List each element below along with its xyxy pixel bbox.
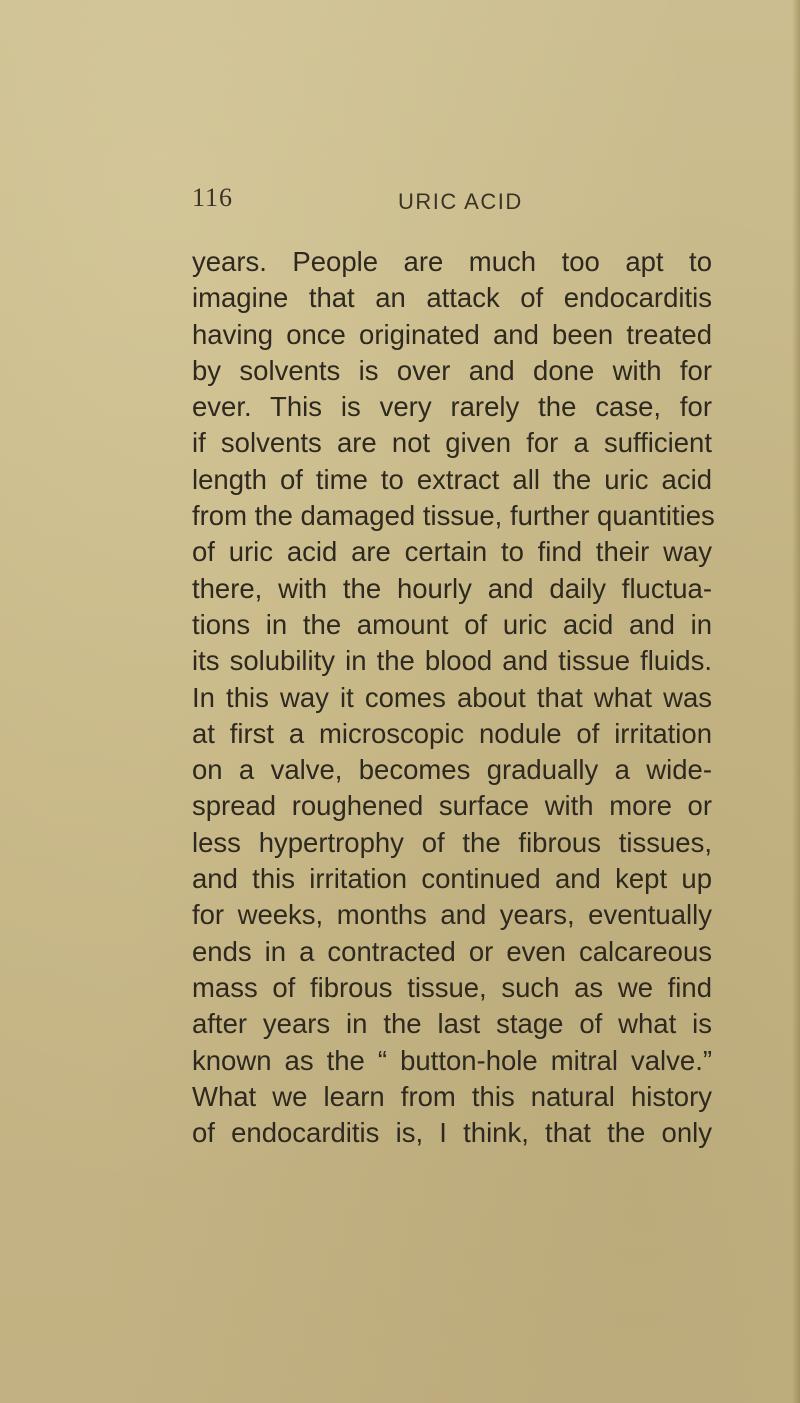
text-line: What we learn from this natural history <box>192 1080 712 1112</box>
running-head: URIC ACID <box>398 189 523 214</box>
text-line: less hypertrophy of the fibrous tissues, <box>192 826 712 858</box>
page-header <box>0 183 800 223</box>
text-line: for weeks, months and years, eventually <box>192 899 712 931</box>
text-line: tions in the amount of uric acid and in <box>192 608 712 640</box>
page-number: 116 <box>192 183 234 212</box>
text-line: and this irritation continued and kept up <box>192 863 712 895</box>
text-line: known as the “ button-hole mitral valve.” <box>192 1044 712 1076</box>
body-paragraph <box>192 244 715 1151</box>
text-line: imagine that an attack of endocarditis <box>192 282 712 314</box>
text-line: if solvents are not given for a sufficient <box>192 427 712 459</box>
text-line: length of time to extract all the uric acid <box>192 463 712 495</box>
text-line: ever. This is very rarely the case, for <box>192 391 712 423</box>
text-line: having once originated and been treated <box>192 318 712 350</box>
text-line: In this way it comes about that what was <box>192 681 712 713</box>
text-line: from the damaged tissue, further quantities <box>192 500 715 532</box>
text-line: on a valve, becomes gradually a wide- <box>192 754 712 786</box>
text-line: spread roughened surface with more or <box>192 790 712 822</box>
text-line: of endocarditis is, I think, that the only <box>192 1117 712 1149</box>
text-line: its solubility in the blood and tissue fluids. <box>192 645 712 677</box>
text-line: by solvents is over and done with for <box>192 354 712 386</box>
text-line: there, with the hourly and daily fluctua- <box>192 572 712 604</box>
text-line: ends in a contracted or even calcareous <box>192 935 712 967</box>
text-line: at first a microscopic nodule of irritation <box>192 717 712 749</box>
text-line: after years in the last stage of what is <box>192 1008 712 1040</box>
text-line: of uric acid are certain to find their way <box>192 536 712 568</box>
text-line: years. People are much too apt to <box>192 246 712 277</box>
text-line: mass of fibrous tissue, such as we find <box>192 971 712 1003</box>
